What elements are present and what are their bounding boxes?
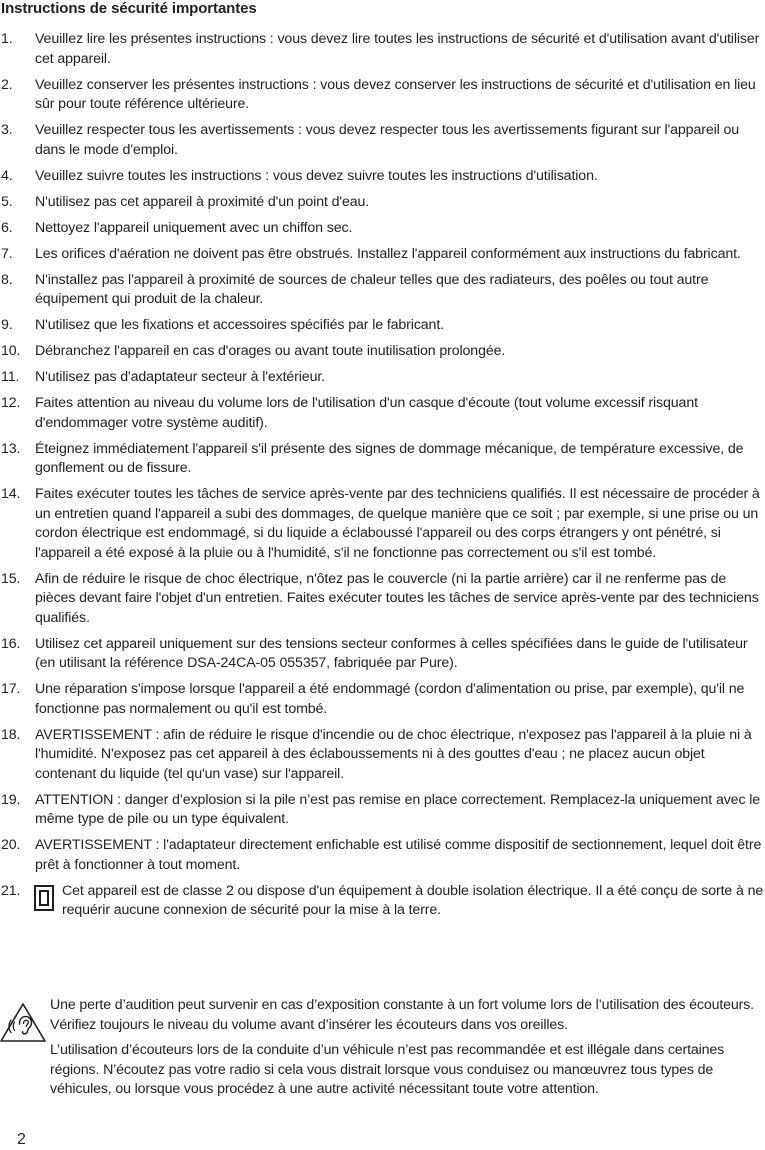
list-item [0,316,765,336]
item-text: Cet appareil est de classe 2 ou dispose d'un équipement à double isolation électrique. Il a été conçu de sorte à ne requérir aucune connexion de sécurité pour la mise à la terre. [62,882,764,918]
item-number: 5. [1,193,13,210]
hearing-warning-section [0,996,765,1106]
item-number: 19. [1,791,21,808]
list-item [0,219,765,239]
item-text: Veuillez respecter tous les avertissements : vous devez respecter tous les avertissements figurant sur l'appareil ou dans le mode d'emploi. [35,122,740,158]
safety-instructions-list [0,30,765,927]
list-item [0,791,765,830]
double-insulation-icon [34,885,54,911]
list-item [0,342,765,362]
hearing-warning-paragraph-1: Une perte d’audition peut survenir en cas d’exposition constante à un fort volume lors de l’utilisation des écouteurs. Vérifiez toujours le niveau du volume avant d’insérer les écouteurs dans vos oreilles. [50,997,754,1033]
item-number: 11. [1,369,20,385]
list-item [0,76,765,115]
item-text: Éteignez immédiatement l'appareil s'il présente des signes de dommage mécanique, de température excessive, de gonflement ou de fissure. [35,440,744,476]
list-item [0,726,765,785]
item-number: 1. [1,31,13,47]
item-number: 8. [1,271,13,288]
list-item [0,245,765,265]
item-text: Faites exécuter toutes les tâches de service après-vente par des techniciens qualifiés. Il est nécessaire de procéder à un entretien quand l'appareil a subi des dommages, de quelque manière que ce soit ; par exemple, si une prise ou un cordon électrique est endommagé, si du liquide a éclaboussé l'appareil ou des corps étrangers y ont pénétré, si l'appareil a été exposé à la pluie ou à l'humidité, s'il ne fonctionne pas correctement ou s'il est tombé. [35,486,760,561]
item-number: 20. [1,837,21,853]
list-item [0,440,765,479]
list-item [0,882,765,921]
list-item [0,635,765,674]
hearing-warning-icon [0,1002,46,1042]
list-item [0,680,765,719]
item-number: 18. [1,726,21,743]
page-number: 2 [17,1131,26,1148]
item-text: Utilisez cet appareil uniquement sur des tensions secteur conformes à celles spécifiées dans le guide de l'utilisateur (en utilisant la référence DSA-24CA-05 055357, fabriquée par Pure). [35,635,748,671]
item-number: 10. [1,343,21,359]
item-text: ATTENTION : danger d’explosion si la pile n’est pas remise en place correctement. Remplacez-la uniquement avec le même type de pile ou un type équivalent. [35,791,761,827]
item-number: 15. [1,570,21,587]
item-text: N'utilisez pas cet appareil à proximité d'un point d'eau. [35,193,370,210]
item-number: 17. [1,681,21,697]
item-number: 2. [1,76,13,93]
item-number: 14. [1,486,21,502]
list-item [0,30,765,69]
list-item [0,193,765,213]
item-text: Faites attention au niveau du volume lors de l'utilisation d'un casque d'écoute (tout volume excessif risquant d'endommager votre système auditif). [35,395,698,431]
item-number: 7. [1,245,13,262]
item-number: 6. [1,219,13,236]
item-number: 21. [1,882,21,899]
item-text: Les orifices d'aération ne doivent pas être obstrués. Installez l'appareil conformément aux instructions du fabricant. [35,245,741,262]
item-number: 3. [1,122,13,138]
item-text: N'installez pas l'appareil à proximité de sources de chaleur telles que des radiateurs, des poêles ou tout autre équipement qui produit de la chaleur. [35,271,709,307]
item-text: Veuillez lire les présentes instructions : vous devez lire toutes les instructions de sécurité et d'utilisation avant d'utiliser cet appareil. [35,31,760,67]
list-item [0,836,765,875]
item-text: Nettoyez l'appareil uniquement avec un chiffon sec. [35,219,353,236]
page-title: Instructions de sécurité importantes [1,0,257,17]
item-number: 9. [1,317,13,333]
hearing-warning-paragraph-2: L’utilisation d’écouteurs lors de la conduite d’un véhicule n’est pas recommandée et est illégale dans certaines régions. N’écoutez pas votre radio si cela vous distrait lorsque vous conduisez ou manœuvrez tous types de véhicules, ou lorsque vous procédez à une autre activité nécessitant toute votre attention. [50,1042,725,1097]
list-item [0,271,765,310]
item-text: N'utilisez pas d'adaptateur secteur à l'extérieur. [35,369,325,385]
item-text: Débranchez l'appareil en cas d'orages ou avant toute inutilisation prolongée. [35,343,506,359]
list-item [0,121,765,160]
list-item [0,570,765,629]
list-item [0,485,765,563]
item-text: Veuillez conserver les présentes instructions : vous devez conserver les instructions de sécurité et d'utilisation en lieu sûr pour toute référence ultérieure. [35,76,756,112]
item-text: AVERTISSEMENT : l'adaptateur directement enfichable est utilisé comme dispositif de sectionnement, lequel doit être prêt à fonctionner à tout moment. [35,837,762,873]
list-item [0,394,765,433]
list-item [0,167,765,187]
item-number: 13. [1,440,21,457]
item-text: Veuillez suivre toutes les instructions : vous devez suivre toutes les instructions d'utilisation. [35,167,598,184]
item-text: Afin de réduire le risque de choc électrique, n'ôtez pas le couvercle (ni la partie arrière) car il ne renferme pas de pièces devant faire l'objet d'un entretien. Faites exécuter toutes les tâches de service après-vente par des techniciens qualifiés. [35,570,759,626]
item-number: 12. [1,395,21,411]
item-text: AVERTISSEMENT : afin de réduire le risque d'incendie ou de choc électrique, n'exposez pas l'appareil à la pluie ni à l'humidité. N'exposez pas cet appareil à des éclaboussements ni à des gouttes d'eau ; ne placez aucun objet contenant du liquide (tel qu'un vase) sur l'appareil. [35,726,752,782]
item-text: Une réparation s'impose lorsque l'appareil a été endommagé (cordon d'alimentation ou prise, par exemple), qu'il ne fonctionne pas normalement ou qu'il est tombé. [35,681,745,717]
item-number: 4. [1,167,13,184]
item-text: N'utilisez que les fixations et accessoires spécifiés par le fabricant. [35,317,444,333]
item-number: 16. [1,635,21,652]
list-item [0,368,765,388]
